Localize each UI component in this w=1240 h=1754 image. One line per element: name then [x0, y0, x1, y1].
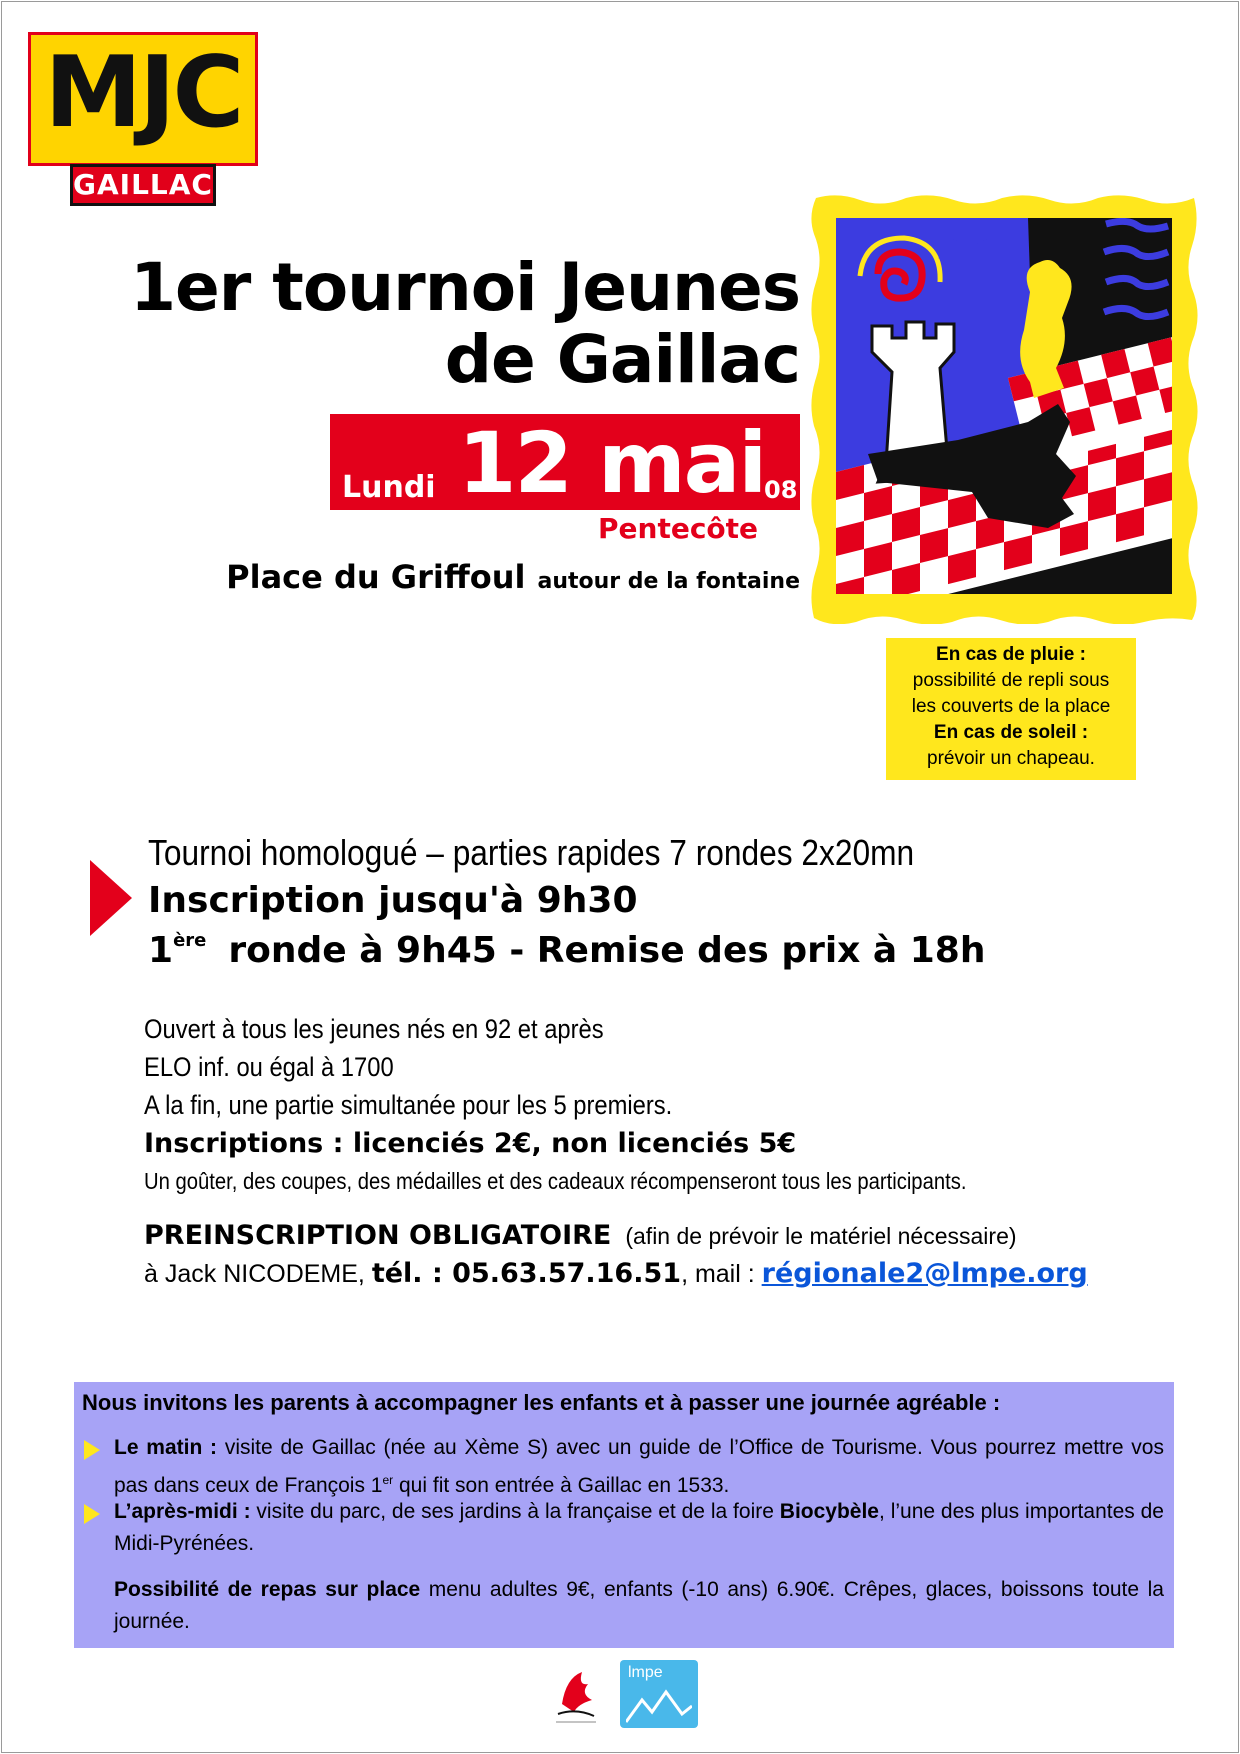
preregistration: PREINSCRIPTION OBLIGATOIRE (afin de prévoir le matériel nécessaire) [144, 1220, 1017, 1251]
registration-deadline: Inscription jusqu'à 9h30 [148, 880, 638, 921]
rain-text-1: possibilité de repli sous [912, 670, 1110, 691]
simultaneous: A la fin, une partie simultanée pour les 5 premiers. [144, 1090, 673, 1120]
chess-illustration [808, 192, 1200, 624]
morning-activity: Le matin : visite de Gaillac (née au Xème S) avec un guide de l’Office de Tourisme. Vous pourrez mettre vos pas dans ceux de François 1er qui fit son entrée à Gaillac en 1533. [114, 1436, 1164, 1497]
title-line-1: 1er tournoi Jeunes [130, 249, 800, 326]
yellow-bullet-icon [84, 1440, 100, 1460]
rain-text-2: les couverts de la place [911, 696, 1111, 717]
afternoon-activity: L’après-midi : visite du parc, de ses jardins à la française et de la foire Biocybèle, l’une des plus importantes de Midi-Pyrénées. [114, 1500, 1164, 1555]
email-link[interactable]: régionale2@lmpe.org [761, 1258, 1088, 1289]
date-year: 08 [764, 476, 798, 504]
venue [226, 558, 800, 596]
rewards: Un goûter, des coupes, des médailles et des cadeaux récompenseront tous les participants. [144, 1168, 967, 1194]
date-day-month: 12 mai [458, 414, 766, 512]
preregistration-note: (afin de prévoir le matériel nécessaire) [625, 1223, 1017, 1249]
meal-info: Possibilité de repas sur place menu adultes 9€, enfants (-10 ans) 6.90€. Crêpes, glaces, boissons toute la journée. [114, 1578, 1164, 1633]
sun-title: En cas de soleil : [933, 722, 1089, 743]
yellow-bullet-icon [84, 1504, 100, 1524]
date-holiday: Pentecôte [598, 512, 759, 545]
red-arrow-icon [90, 860, 132, 936]
page-title [130, 249, 800, 398]
weather-note [886, 638, 1136, 780]
parents-info-box [74, 1382, 1174, 1648]
schedule: 1ère ronde à 9h45 - Remise des prix à 18h [148, 930, 986, 971]
contact: à Jack NICODEME, tél. : 05.63.57.16.51, mail : régionale2@lmpe.org [144, 1258, 1088, 1289]
eligibility: Ouvert à tous les jeunes nés en 92 et après [144, 1014, 604, 1044]
lmpe-logo [620, 1660, 698, 1728]
sun-text: prévoir un chapeau. [927, 748, 1095, 769]
rain-title: En cas de pluie : [936, 644, 1086, 665]
venue-name: Place du Griffoul [226, 558, 526, 596]
gaillac-city-logo [548, 1664, 604, 1728]
mjc-logo [28, 32, 258, 200]
mjc-logo-text: MJC [44, 36, 242, 150]
title-line-2: de Gaillac [444, 321, 800, 398]
elo-limit: ELO inf. ou égal à 1700 [144, 1052, 394, 1082]
date-weekday: Lundi [342, 470, 436, 505]
phone: tél. : 05.63.57.16.51 [371, 1258, 682, 1289]
parents-heading: Nous invitons les parents à accompagner les enfants et à passer une journée agréable : [82, 1390, 1001, 1415]
mountain-icon [626, 1688, 692, 1724]
venue-detail: autour de la fontaine [537, 569, 800, 594]
tournament-format: Tournoi homologué – parties rapides 7 rondes 2x20mn [148, 832, 915, 873]
lmpe-logo-text: lmpe [628, 1664, 663, 1681]
gaillac-logo-tag: GAILLAC [70, 164, 216, 206]
fees: Inscriptions : licenciés 2€, non licenciés 5€ [144, 1128, 797, 1159]
